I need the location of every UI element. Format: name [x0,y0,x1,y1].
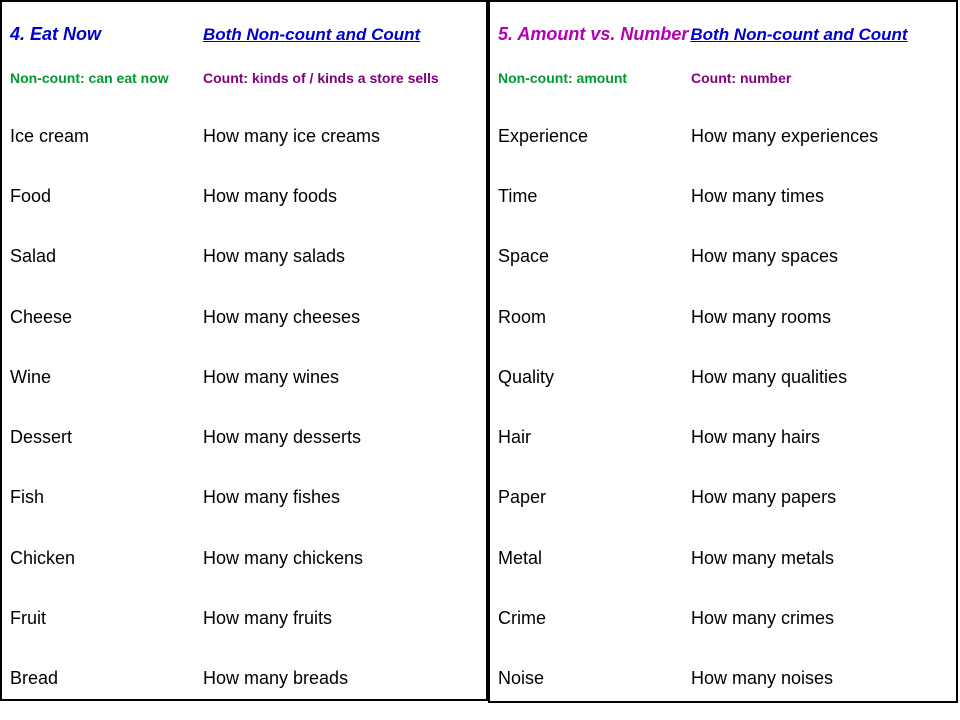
link-both-noncount-and-count[interactable]: Both Non-count and Count [203,25,421,44]
count-cell: How many hairs [691,427,821,448]
panel-title: 5. Amount vs. Number [498,24,689,44]
count-cell: How many metals [691,547,835,568]
table-row [10,588,484,648]
noncount-cell: Wine [10,366,52,387]
table-row [10,528,484,588]
noncount-subheader: Non-count: amount [498,70,628,86]
table-row [10,287,484,347]
rows-container [10,106,484,701]
panel-header [498,24,954,45]
noncount-cell: Ice cream [10,125,90,146]
noncount-cell: Quality [498,366,555,387]
noncount-cell: Space [498,246,550,267]
count-cell: How many ice creams [203,125,381,146]
count-cell: How many desserts [203,427,362,448]
noncount-cell: Fish [10,487,45,508]
subheader-row [10,70,484,86]
count-subheader: Count: number [691,70,792,86]
noncount-cell: Experience [498,125,589,146]
noncount-cell: Cheese [10,306,73,327]
panel-eat-now [0,0,488,701]
panel-header [10,24,484,45]
table-row [498,106,954,166]
noncount-subheader: Non-count: can eat now [10,70,169,86]
table-row [498,468,954,528]
table-row [10,106,484,166]
table-row [498,528,954,588]
count-cell: How many experiences [691,125,879,146]
table-row [10,468,484,528]
count-cell: How many noises [691,668,834,689]
table-row [10,407,484,467]
count-cell: How many papers [691,487,837,508]
noncount-cell: Fruit [10,608,46,629]
noncount-cell: Noise [498,668,545,689]
table-row [498,407,954,467]
table-row [498,166,954,226]
count-cell: How many crimes [691,608,835,629]
count-cell: How many salads [203,246,346,267]
table-row [10,166,484,226]
count-cell: How many rooms [691,306,832,327]
noncount-cell: Food [10,185,52,206]
table-row [498,287,954,347]
noncount-cell: Salad [10,246,57,267]
table-row [10,347,484,407]
panel-title: 4. Eat Now [10,24,102,44]
count-cell: How many breads [203,668,349,689]
noncount-cell: Metal [498,547,543,568]
table-row [498,227,954,287]
rows-container [498,106,954,703]
subheader-row [498,70,954,86]
noncount-cell: Crime [498,608,546,629]
count-subheader: Count: kinds of / kinds a store sells [203,70,439,86]
noncount-cell: Room [498,306,547,327]
count-cell: How many wines [203,366,340,387]
table-row [10,649,484,701]
table-row [10,227,484,287]
count-cell: How many qualities [691,366,848,387]
count-cell: How many cheeses [203,306,361,327]
noncount-cell: Chicken [10,547,76,568]
count-cell: How many fishes [203,487,341,508]
table-row [498,649,954,703]
count-cell: How many fruits [203,608,333,629]
count-cell: How many foods [203,185,338,206]
count-cell: How many times [691,185,825,206]
count-cell: How many chickens [203,547,364,568]
noncount-cell: Hair [498,427,532,448]
noncount-cell: Time [498,185,538,206]
noncount-cell: Paper [498,487,547,508]
noncount-cell: Bread [10,668,59,689]
noncount-cell: Dessert [10,427,73,448]
panel-amount-vs-number [488,0,958,703]
count-cell: How many spaces [691,246,839,267]
table-row [498,588,954,648]
table-row [498,347,954,407]
link-both-noncount-and-count[interactable]: Both Non-count and Count [690,25,908,44]
